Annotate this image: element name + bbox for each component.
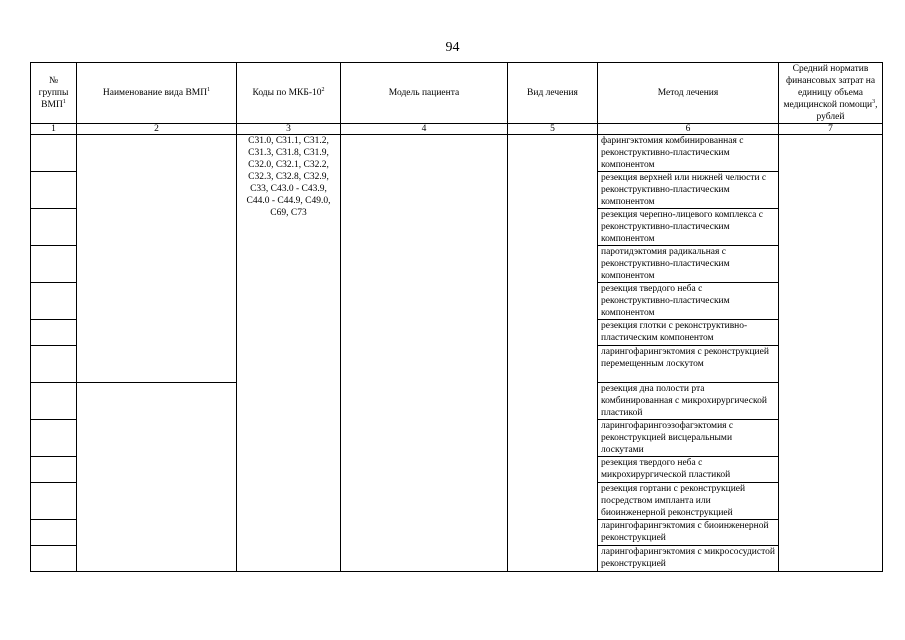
group-cell: [31, 209, 77, 246]
table-row: [31, 135, 883, 172]
treatment-method-cell: резекция глотки с реконструктивно-пластическим компонентом: [598, 320, 779, 346]
treatment-method-cell: ларингофарингэктомия с микрососудистой реконструкцией: [598, 546, 779, 572]
group-cell: [31, 483, 77, 520]
patient-model-cell: [341, 135, 508, 572]
column-number: 1: [31, 124, 77, 135]
column-number: 6: [598, 124, 779, 135]
column-number: 4: [341, 124, 508, 135]
treatment-method-cell: фарингэктомия комбинированная с реконструктивно-пластическим компонентом: [598, 135, 779, 172]
header-cost-text: Средний норматив финансовых затрат на единицу объема медицинской помощи: [783, 64, 876, 110]
group-cell: [31, 135, 77, 172]
header-model-text: Модель пациента: [388, 88, 460, 98]
treatment-method-cell: резекция верхней или нижней челюсти с реконструктивно-пластическим компонентом: [598, 172, 779, 209]
group-cell: [31, 320, 77, 346]
page-number: 94: [445, 40, 460, 55]
column-number-row: [31, 124, 883, 135]
treatment-method-cell: ларингофарингоэзофагэктомия с реконструкцией висцеральными лоскутами: [598, 420, 779, 457]
group-cell: [31, 346, 77, 383]
group-cell: [31, 546, 77, 572]
treatment-method-cell: резекция твердого неба с микрохирургической пластикой: [598, 457, 779, 483]
vmp-table: [30, 62, 883, 572]
treatment-method-cell: резекция твердого неба с реконструктивно-пластическим компонентом: [598, 283, 779, 320]
group-cell: [31, 246, 77, 283]
header-treatment: [508, 63, 598, 124]
column-number: 2: [77, 124, 237, 135]
cost-cell: [779, 135, 883, 572]
header-cost: [779, 63, 883, 124]
header-row: [31, 63, 883, 124]
treatment-method-cell: паротидэктомия радикальная с реконструктивно-пластическим компонентом: [598, 246, 779, 283]
header-method-text: Метод лечения: [657, 88, 719, 98]
name-cell: [77, 135, 237, 383]
header-method: [598, 63, 779, 124]
header-name: [77, 63, 237, 124]
group-cell: [31, 383, 77, 420]
header-name-text: Наименование вида ВМП: [102, 88, 208, 98]
name-cell: [77, 383, 237, 572]
header-cost-footnote: 3: [872, 98, 876, 105]
treatment-method-cell: ларингофарингэктомия с биоинженерной реконструкцией: [598, 520, 779, 546]
header-group: [31, 63, 77, 124]
group-cell: [31, 520, 77, 546]
column-number: 3: [237, 124, 341, 135]
treatment-method-cell: ларингофарингэктомия с реконструкцией перемещенным лоскутом: [598, 346, 779, 383]
icd-codes-cell: C31.0, C31.1, C31.2, C31.3, C31.8, C31.9, C32.0, C32.1, C32.2, C32.3, C32.8, C32.9, C33, C43.0 - C43.9, C44.0 - C44.9, C49.0, C69, C73: [237, 135, 341, 572]
group-cell: [31, 283, 77, 320]
column-number: 7: [779, 124, 883, 135]
header-name-footnote: 1: [207, 86, 211, 93]
header-group-text: № группы ВМП: [38, 76, 69, 110]
header-codes-text: Коды по МКБ-10: [252, 88, 322, 98]
header-codes: [237, 63, 341, 124]
table-body: [31, 135, 883, 572]
group-cell: [31, 172, 77, 209]
treatment-type-cell: [508, 135, 598, 572]
treatment-method-cell: резекция гортани с реконструкцией посредством импланта или биоинженерной реконструкцией: [598, 483, 779, 520]
group-cell: [31, 420, 77, 457]
column-number: 5: [508, 124, 598, 135]
header-group-footnote: 1: [62, 98, 66, 105]
header-codes-footnote: 2: [321, 86, 325, 93]
group-cell: [31, 457, 77, 483]
treatment-method-cell: резекция дна полости рта комбинированная с микрохирургической пластикой: [598, 383, 779, 420]
treatment-method-cell: резекция черепно-лицевого комплекса с реконструктивно-пластическим компонентом: [598, 209, 779, 246]
header-treatment-text: Вид лечения: [527, 88, 578, 98]
header-cost-suffix: , рублей: [816, 100, 878, 122]
header-model: [341, 63, 508, 124]
